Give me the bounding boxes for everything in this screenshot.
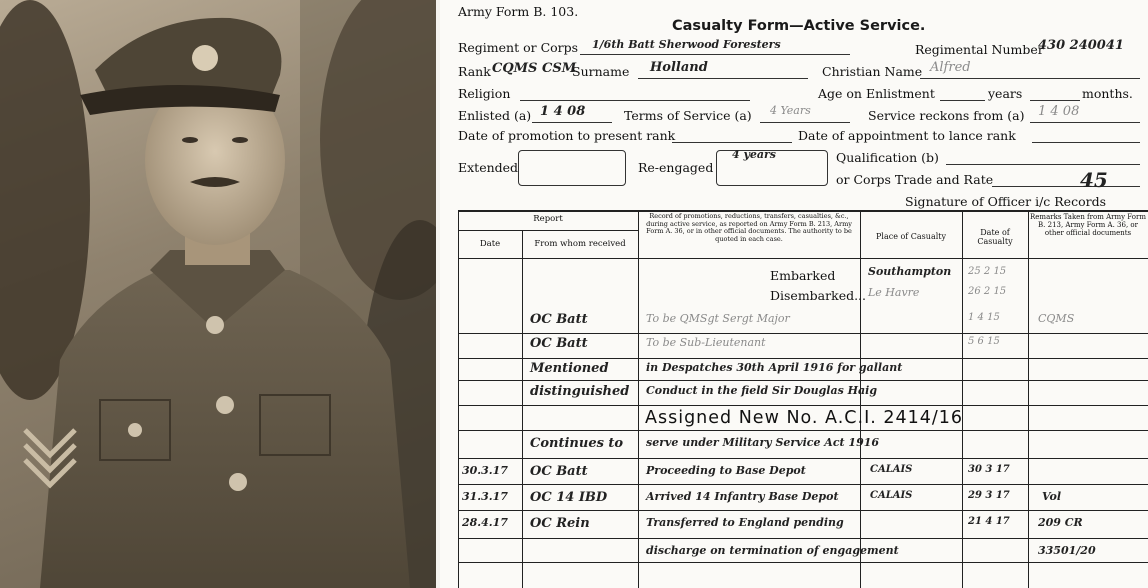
casualty-form	[440, 0, 1148, 588]
row2-from: Mentioned	[530, 361, 609, 376]
row0-from: OC Batt	[530, 312, 588, 327]
form-title: Casualty Form—Active Service.	[672, 18, 926, 34]
remarks-header: Remarks Taken from Army Form B. 213, Army Form A. 36, or other official documents	[1030, 213, 1146, 237]
row7-from: OC Rein	[530, 516, 590, 531]
record-header: Record of promotions, reductions, transfers, casualties, &c., during active service, as reported on Army Form B. 213, Army Form A. 36, or in other official documents. The authority to be quoted in each case.	[646, 212, 852, 243]
surname-label: Surname	[572, 64, 630, 79]
embarked-date: 25 2 15	[968, 266, 1007, 277]
row5-place: CALAIS	[870, 464, 913, 475]
row6-record: Arrived 14 Infantry Base Depot	[646, 490, 839, 503]
months-label: months.	[1082, 86, 1133, 101]
report-header: Report	[533, 214, 563, 224]
row0-remarks: CQMS	[1038, 312, 1075, 325]
surname-value: Holland	[650, 60, 708, 75]
row5-from: OC Batt	[530, 464, 588, 479]
regiment-label: Regiment or Corps	[458, 40, 579, 55]
row6-date: 31.3.17	[462, 490, 508, 503]
disembarked-label: Disembarked...	[770, 288, 867, 303]
from-whom-header: From whom received	[534, 239, 626, 249]
terms-value: 4 Years	[770, 104, 811, 117]
re-engaged-label: Re-engaged	[638, 160, 714, 175]
embarked-place: Southampton	[868, 265, 952, 278]
regimental-number-label: Regimental Number	[915, 42, 1044, 57]
row8-record: discharge on termination of engagement	[646, 544, 899, 557]
service-reckons-value: 1 4 08	[1038, 104, 1080, 119]
years-label: years	[988, 86, 1023, 101]
rank-value: CQMS CSM	[492, 61, 577, 76]
row8-remarks: 33501/20	[1038, 544, 1096, 557]
row7-remarks: 209 CR	[1038, 516, 1083, 529]
row4-from: Continues to	[530, 436, 624, 451]
row6-from: OC 14 IBD	[530, 490, 608, 505]
place-header: Place of Casualty	[876, 232, 946, 241]
regimental-number-value: 430 240041	[1038, 38, 1124, 53]
row5-date-casualty: 30 3 17	[968, 464, 1010, 475]
qualification-label: Qualification (b)	[836, 150, 939, 165]
date-appointment-label: Date of appointment to lance rank	[798, 128, 1016, 143]
extended-box	[518, 150, 626, 186]
religion-label: Religion	[458, 86, 511, 101]
disembarked-place: Le Havre	[868, 286, 920, 299]
row3-record: Conduct in the field Sir Douglas Haig	[646, 384, 878, 397]
row1-from: OC Batt	[530, 336, 588, 351]
re-engaged-value: 4 years	[732, 148, 776, 161]
row6-remarks: Vol	[1042, 490, 1062, 503]
terms-label: Terms of Service (a)	[624, 108, 752, 123]
row6-place: CALAIS	[870, 490, 913, 501]
regiment-value: 1/6th Batt Sherwood Foresters	[592, 38, 781, 51]
row2-record: in Despatches 30th April 1916 for gallant	[646, 361, 903, 374]
soldier-photo	[0, 0, 436, 588]
row5-record: Proceeding to Base Depot	[646, 464, 806, 477]
row7-date: 28.4.17	[462, 516, 508, 529]
form-number: Army Form B. 103.	[458, 4, 579, 19]
service-reckons-label: Service reckons from (a)	[868, 108, 1025, 123]
records-mark: 45	[1080, 168, 1108, 192]
extended-label: Extended	[458, 160, 519, 175]
row1-date-casualty: 5 6 15	[968, 336, 1000, 347]
disembarked-date: 26 2 15	[968, 286, 1007, 297]
soldier-illustration	[0, 0, 436, 588]
signature-label: Signature of Officer i/c Records	[905, 194, 1106, 209]
row1-record: To be Sub-Lieutenant	[646, 336, 766, 349]
date-header: Date	[479, 239, 501, 249]
enlisted-value: 1 4 08	[540, 104, 586, 119]
row5-date: 30.3.17	[462, 464, 508, 477]
date-casualty-header: Date of Casualty	[977, 228, 1013, 246]
rank-label: Rank	[458, 64, 491, 79]
age-enlistment-label: Age on Enlistment	[818, 86, 935, 101]
enlisted-label: Enlisted (a)	[458, 108, 532, 123]
christian-name-value: Alfred	[930, 60, 971, 75]
corps-trade-label: or Corps Trade and Rate	[836, 172, 994, 187]
row0-record: To be QMSgt Sergt Major	[646, 312, 790, 325]
row3-from: distinguished	[530, 384, 630, 399]
assigned-number-stamp: Assigned New No. A.C.I. 2414/16	[645, 408, 964, 428]
row0-date-casualty: 1 4 15	[968, 312, 1000, 323]
row6-date-casualty: 29 3 17	[968, 490, 1010, 501]
embarked-label: Embarked	[770, 268, 836, 283]
row7-date-casualty: 21 4 17	[968, 516, 1010, 527]
date-promotion-label: Date of promotion to present rank	[458, 128, 676, 143]
row7-record: Transferred to England pending	[646, 516, 844, 529]
christian-name-label: Christian Name	[822, 64, 923, 79]
row4-record: serve under Military Service Act 1916	[646, 436, 880, 449]
